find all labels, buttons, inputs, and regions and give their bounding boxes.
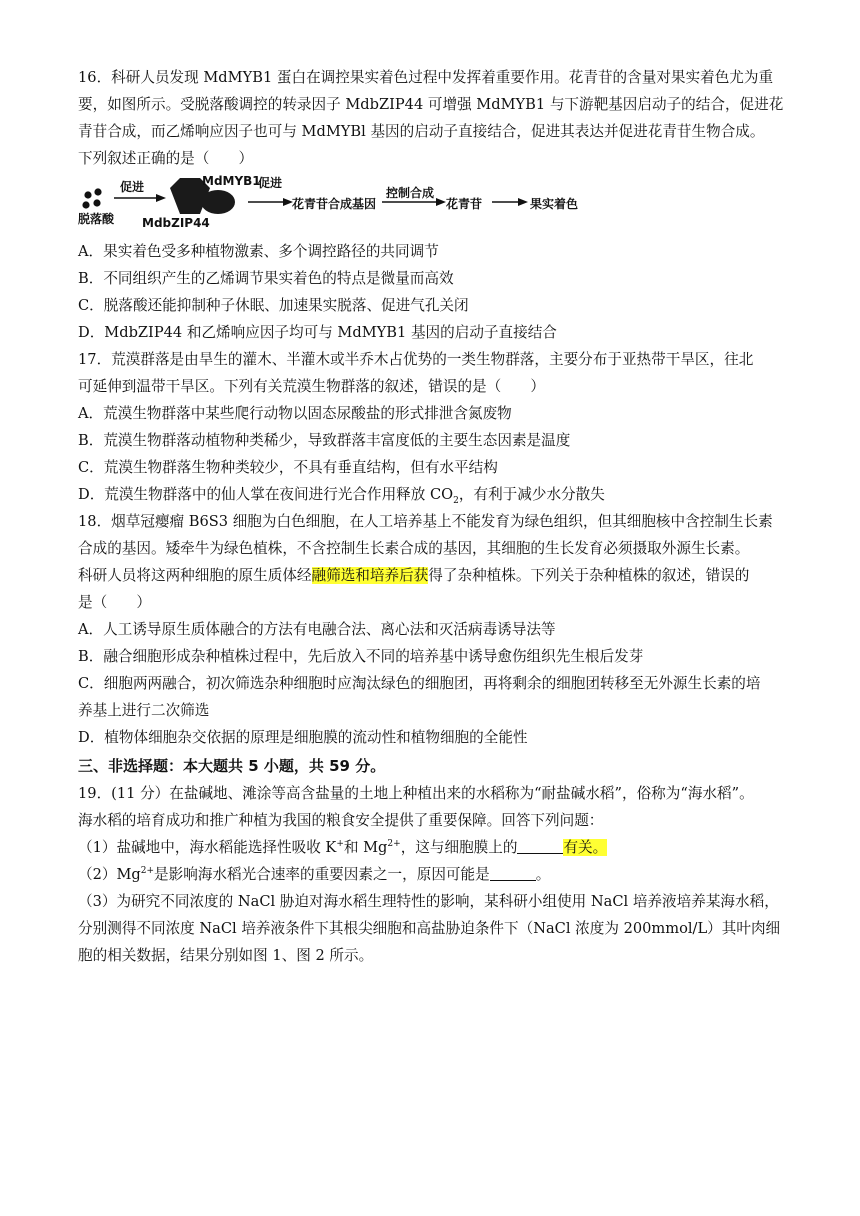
highlighted-text: 融筛选和培养后获 <box>311 567 429 584</box>
q16-stem-line-3: 青苷合成，而乙烯响应因子也可与 MdMYBl 基因的启动子直接结合，促进其表达并促进花青苷生物合成。 <box>78 123 765 140</box>
q19-part-3-line-2: 分别测得不同浓度 NaCl 培养液条件下其根尖细胞和高盐胁迫条件下（NaCl 浓度为 200mmol/L）其叶肉细 <box>78 920 781 937</box>
q19-part-1-text: （1）盐碱地中，海水稻能选择性吸收 K <box>78 839 337 856</box>
mg-superscript: 2+ <box>140 866 155 877</box>
q18-option-c-line-1: C．细胞两两融合，初次筛选杂种细胞时应淘汰绿色的细胞团，再将剩余的细胞团转移至无外源生长素的培 <box>78 675 761 692</box>
q18-option-c-line-2: 养基上进行二次筛选 <box>78 702 210 719</box>
q19-part-2-end: 。 <box>535 866 551 883</box>
k-superscript: + <box>336 839 344 850</box>
question-16 <box>78 64 784 346</box>
q18-stem-line-3 <box>78 562 784 589</box>
question-19 <box>78 780 784 969</box>
q17-option-c: C．荒漠生物群落生物种类较少，不具有垂直结构，但有水平结构 <box>78 459 498 476</box>
aba-dot <box>84 191 91 198</box>
q17-option-d-text: D．荒漠生物群落中的仙人掌在夜间进行光合作用释放 CO <box>78 486 454 503</box>
q17-option-a: A．荒漠生物群落中某些爬行动物以固态尿酸盐的形式排泄含氮废物 <box>78 405 512 422</box>
mdmyb1-ellipse <box>201 190 235 214</box>
highlighted-text: 有关。 <box>563 839 608 856</box>
q19-part-2 <box>78 861 784 888</box>
q19-part-2-text: （2）Mg <box>78 866 141 883</box>
control-synthesis-label: 控制合成 <box>386 186 435 200</box>
aba-label: 脱落酸 <box>78 212 115 226</box>
q19-part-1 <box>78 834 784 861</box>
anthocyanin-label: 花青苷 <box>446 197 483 211</box>
section-heading: 三、非选择题：本大题共 5 小题，共 59 分。 <box>78 757 386 775</box>
mdbzip44-label: MdbZIP44 <box>142 216 210 230</box>
q18-stem-line-1: 18．烟草冠瘿瘤 B6S3 细胞为白色细胞，在人工培养基上不能发育为绿色组织，但其细胞核中含控制生长素 <box>78 513 773 530</box>
q19-part-1-mid: 和 Mg <box>343 839 388 856</box>
q16-option-d: D．MdbZIP44 和乙烯响应因子均可与 MdMYB1 基因的启动子直接结合 <box>78 324 557 341</box>
q16-stem-line-2: 要，如图所示。受脱落酸调控的转录因子 MdbZIP44 可增强 MdMYB1 与下游靶基因启动子的结合，促进花 <box>78 96 784 113</box>
mg-superscript: 2+ <box>387 839 401 850</box>
arrow-head <box>156 194 166 202</box>
answer-blank <box>490 866 536 881</box>
q19-part-1-tail: ，这与细胞膜上的 <box>400 839 518 856</box>
q17-option-d <box>78 481 784 508</box>
aba-dot <box>94 188 101 195</box>
aba-dot <box>93 199 100 206</box>
question-17 <box>78 346 784 508</box>
promote-label-2: 促进 <box>258 176 283 190</box>
co2-subscript: 2 <box>453 495 459 506</box>
q17-stem-line-2: 可延伸到温带干旱区。下列有关荒漠生物群落的叙述，错误的是（ ） <box>78 378 546 395</box>
q18-option-b: B．融合细胞形成杂种植株过程中，先后放入不同的培养基中诱导愈伤组织先生根后发芽 <box>78 648 644 665</box>
q19-part-2-tail: 是影响海水稻光合速率的重要因素之一，原因可能是 <box>154 866 490 883</box>
regulation-pathway-diagram <box>78 174 784 234</box>
q18-line3-end: 得了杂种植株。下列关于杂种植株的叙述，错误的 <box>428 567 750 584</box>
promote-label-1: 促进 <box>120 180 145 194</box>
mdmyb1-label: MdMYB1 <box>202 174 261 188</box>
q16-stem-line-1: 16．科研人员发现 MdMYB1 蛋白在调控果实着色过程中发挥着重要作用。花青苷的含量对果实着色尤为重 <box>78 69 774 86</box>
q19-part-3-line-3: 胞的相关数据，结果分别如图 1、图 2 所示。 <box>78 947 374 964</box>
q18-stem-line-4: 是（ ） <box>78 594 151 611</box>
aba-dot <box>82 201 89 208</box>
question-18 <box>78 508 784 751</box>
q17-option-d-tail: ，有利于减少水分散失 <box>458 486 605 503</box>
fruit-coloring-label: 果实着色 <box>530 197 579 211</box>
arrow-head <box>436 198 446 206</box>
arrow-head <box>518 198 528 206</box>
q16-stem-line-4: 下列叙述正确的是（ ） <box>78 150 254 167</box>
answer-blank <box>517 839 563 854</box>
q18-stem-line-2: 合成的基因。矮牵牛为绿色植株，不含控制生长素合成的基因，其细胞的生长发育必须摄取外源生长素。 <box>78 540 750 557</box>
q16-option-b: B．不同组织产生的乙烯调节果实着色的特点是微量而高效 <box>78 270 454 287</box>
q18-option-d: D．植物体细胞杂交依据的原理是细胞膜的流动性和植物细胞的全能性 <box>78 729 528 746</box>
q19-part-3-line-1: （3）为研究不同浓度的 NaCl 胁迫对海水稻生理特性的影响，某科研小组使用 NaCl 培养液培养某海水稻， <box>78 893 779 910</box>
q16-option-a: A．果实着色受多种植物激素、多个调控路径的共同调节 <box>78 243 439 260</box>
q18-line3-start: 科研人员将这两种细胞的原生质体经 <box>78 567 312 584</box>
q16-option-c: C．脱落酸还能抑制种子休眠、加速果实脱落、促进气孔关闭 <box>78 297 469 314</box>
q19-stem-line-2: 海水稻的培育成功和推广种植为我国的粮食安全提供了重要保障。回答下列问题： <box>78 812 604 829</box>
exam-page <box>78 64 784 969</box>
q19-stem-line-1: 19．(11 分）在盐碱地、滩涂等高含盐量的土地上种植出来的水稻称为“耐盐碱水稻”，俗称为“海水稻”。 <box>78 785 754 802</box>
q18-option-a: A．人工诱导原生质体融合的方法有电融合法、离心法和灭活病毒诱导法等 <box>78 621 556 638</box>
anthocyanin-gene-label: 花青苷合成基因 <box>292 197 377 211</box>
q17-stem-line-1: 17．荒漠群落是由旱生的灌木、半灌木或半乔木占优势的一类生物群落，主要分布于亚热带干旱区，往北 <box>78 351 754 368</box>
q17-option-b: B．荒漠生物群落动植物种类稀少，导致群落丰富度低的主要生态因素是温度 <box>78 432 571 449</box>
